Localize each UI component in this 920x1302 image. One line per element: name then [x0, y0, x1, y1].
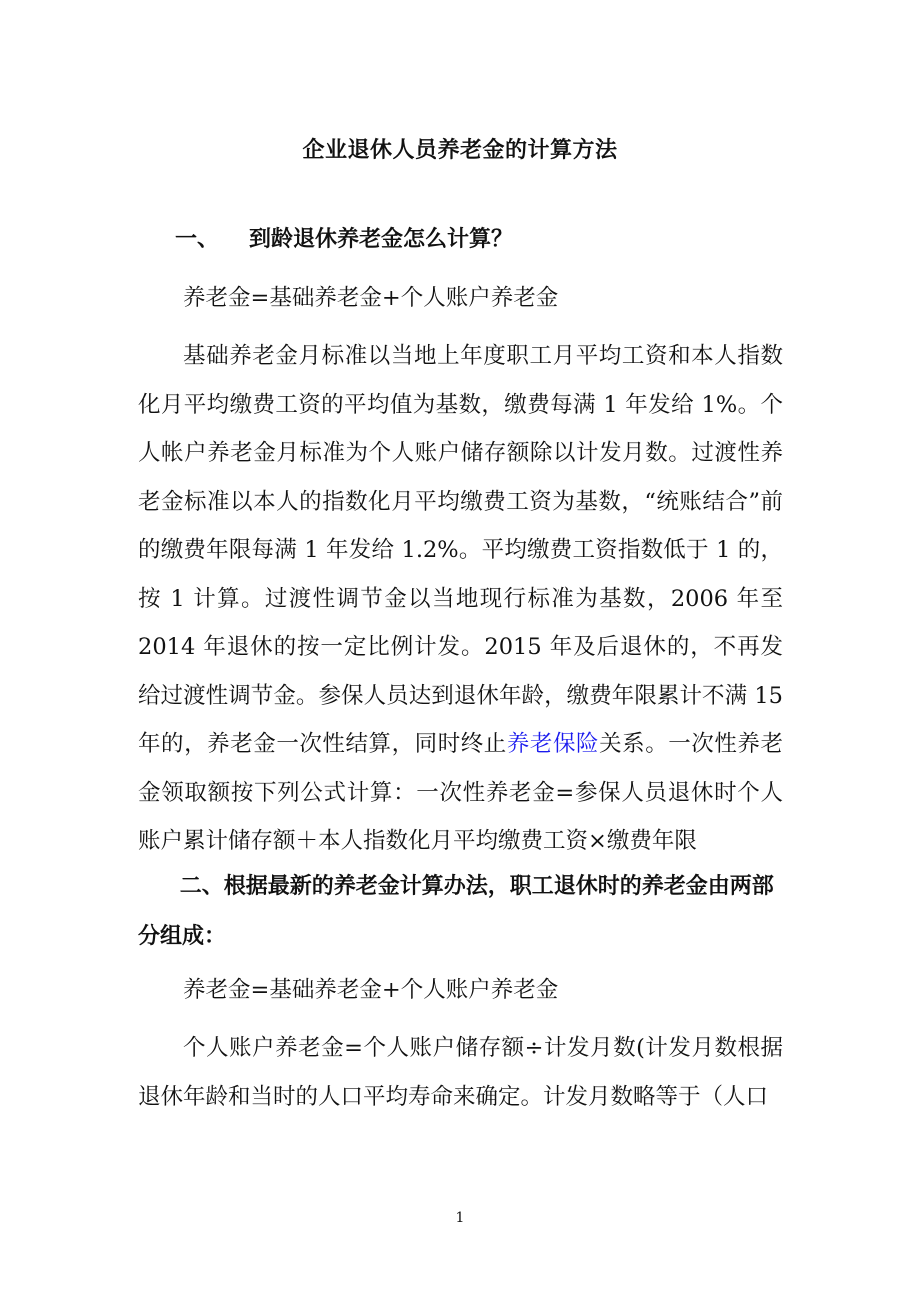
section-1-number: 一、: [175, 227, 220, 252]
section-1-heading: [175, 220, 513, 260]
document-title: 企业退休人员养老金的计算方法: [302, 137, 618, 163]
section-1-paragraph: [138, 332, 783, 866]
section-2-paragraph: 个人账户养老金=个人账户储存额÷计发月数(计发月数根据退休年龄和当时的人口平均寿命来确定。计发月数略等于（人口: [138, 1035, 783, 1110]
section-2-heading: 二、根据最新的养老金计算办法，职工退休时的养老金由两部分组成：: [138, 874, 774, 949]
page-number: 1: [455, 1210, 465, 1226]
pension-insurance-link[interactable]: 养老保险: [506, 731, 600, 757]
section-2-formula: 养老金=基础养老金+个人账户养老金: [183, 977, 559, 1003]
section-1-heading-text: 到龄退休养老金怎么计算？: [249, 227, 514, 252]
section-1-paragraph-text-continued: 关系。一次性养老金领取额按下列公式计算：一次性养老金=参保人员退休时个人账户累计储存额＋本人指数化月平均缴费工资×缴费年限: [138, 731, 783, 854]
section-1-formula: 养老金=基础养老金+个人账户养老金: [183, 285, 559, 311]
section-1-paragraph-text: 基础养老金月标准以当地上年度职工月平均工资和本人指数化月平均缴费工资的平均值为基数，缴费每满 1 年发给 1%。个人帐户养老金月标准为个人账户储存额除以计发月数。过渡性养老金标准以本人的指数化月平均缴费工资为基数，“统账结合”前的缴费年限每满 1 年发给 1.2%。平均缴费工资指数低于 1 的，按 1 计算。过渡性调节金以当地现行标准为基数，2006 年至 2014 年退休的按一定比例计发。2015 年及后退休的，不再发给过渡性调节金。参保人员达到退休年龄，缴费年限累计不满 15 年的，养老金一次性结算，同时终止: [138, 343, 783, 757]
